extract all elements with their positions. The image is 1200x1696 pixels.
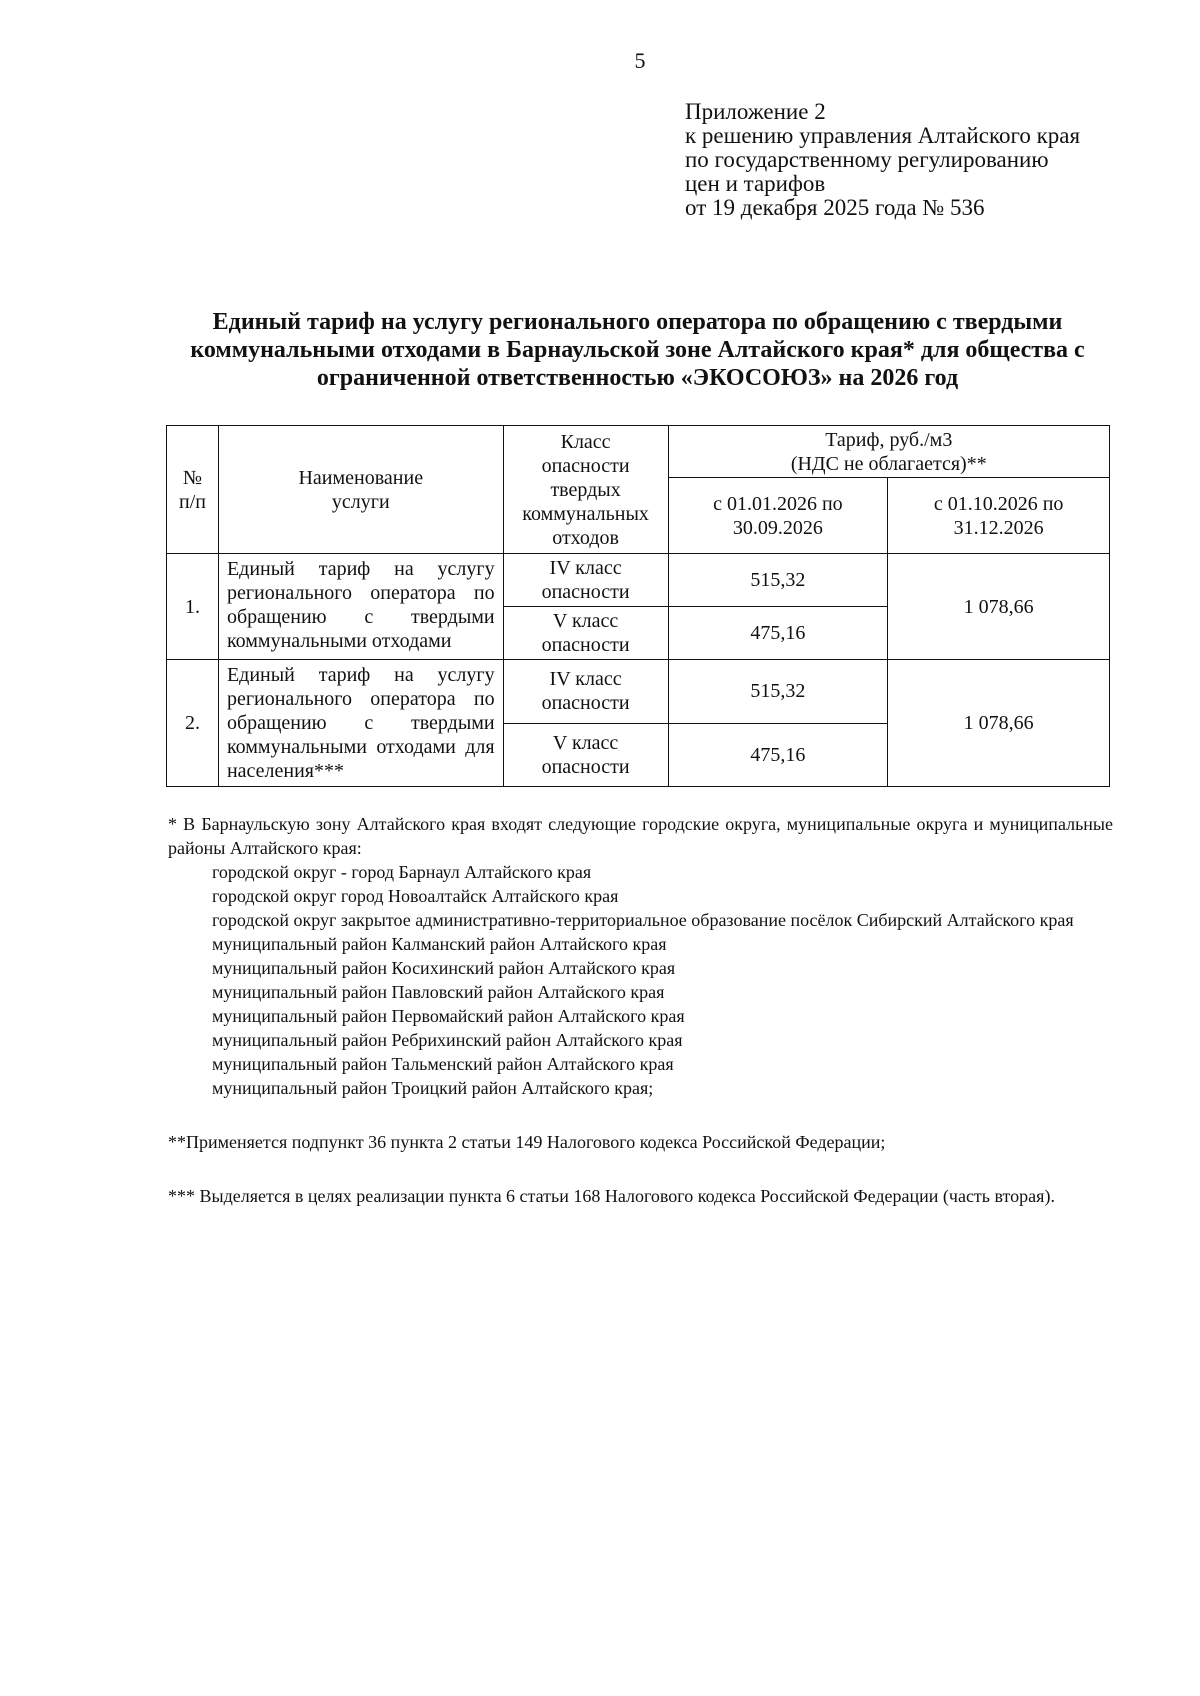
row-service: Единый тариф на услугу регионального оператора по обращению с твердыми коммунальными отходами: [218, 554, 503, 660]
footnotes: [168, 812, 1113, 1208]
district-item: городской округ - город Барнаул Алтайского края: [212, 862, 592, 882]
table-row: [167, 660, 1110, 724]
header-hazard-class: Класс опасности твердых коммунальных отходов: [503, 426, 668, 554]
appendix-line: от 19 декабря 2025 года № 536: [685, 195, 985, 220]
district-item: муниципальный район Калманский район Алтайского края: [212, 934, 667, 954]
footnote-vat: **Применяется подпункт 36 пункта 2 статьи 149 Налогового кодекса Российской Федерации;: [168, 1132, 886, 1152]
district-item: муниципальный район Троицкий район Алтайского края;: [212, 1078, 654, 1098]
row-class: IV класс опасности: [503, 660, 668, 724]
row-service: Единый тариф на услугу регионального оператора по обращению с твердыми коммунальными отходами для населения***: [218, 660, 503, 787]
tariff-table: [166, 425, 1110, 787]
row-price: 475,16: [668, 607, 888, 660]
footnote-population: *** Выделяется в целях реализации пункта 6 статьи 168 Налогового кодекса Российской Федерации (часть вторая).: [168, 1186, 1055, 1206]
district-item: муниципальный район Павловский район Алтайского края: [212, 982, 665, 1002]
page-number: 5: [634, 48, 646, 73]
row-price-period-2: 1 078,66: [888, 660, 1110, 787]
row-price: 475,16: [668, 723, 888, 787]
title-line: Единый тариф на услугу регионального оператора по обращению с твердыми: [212, 309, 1063, 335]
district-item: муниципальный район Первомайский район Алтайского края: [212, 1006, 685, 1026]
row-class: V класс опасности: [503, 723, 668, 787]
row-price: 515,32: [668, 554, 888, 607]
row-price: 515,32: [668, 660, 888, 724]
row-num: 1.: [167, 554, 219, 660]
table-row: [167, 554, 1110, 607]
header-num: № п/п: [167, 426, 219, 554]
appendix-line: к решению управления Алтайского края: [685, 123, 1081, 148]
row-num: 2.: [167, 660, 219, 787]
appendix-line: по государственному регулированию: [685, 147, 1049, 172]
appendix-line: Приложение 2: [685, 99, 826, 124]
row-class: IV класс опасности: [503, 554, 668, 607]
district-item: муниципальный район Тальменский район Алтайского края: [212, 1054, 674, 1074]
header-row: [167, 426, 1110, 478]
header-tariff: Тариф, руб./м3 (НДС не облагается)**: [668, 426, 1109, 478]
district-item: городской округ город Новоалтайск Алтайского края: [212, 886, 619, 906]
header-period-1: с 01.01.2026 по 30.09.2026: [668, 478, 888, 554]
title-line: ограниченной ответственностью «ЭКОСОЮЗ» на 2026 год: [316, 365, 959, 391]
appendix-line: цен и тарифов: [685, 171, 826, 196]
header-service-name: Наименование услуги: [218, 426, 503, 554]
header-period-2: с 01.10.2026 по 31.12.2026: [888, 478, 1110, 554]
footnote-zone-intro: * В Барнаульскую зону Алтайского края входят следующие городские округа, муниципальные округа и муниципальные районы Алтайского края:: [168, 814, 1113, 858]
row-price-period-2: 1 078,66: [888, 554, 1110, 660]
district-item: муниципальный район Косихинский район Алтайского края: [212, 958, 676, 978]
document-title: [150, 308, 1125, 392]
title-line: коммунальными отходами в Барнаульской зоне Алтайского края* для общества с: [190, 337, 1085, 363]
district-item: городской округ закрытое административно-территориальное образование посёлок Сибирский Алтайского края: [212, 910, 1074, 930]
row-class: V класс опасности: [503, 607, 668, 660]
district-item: муниципальный район Ребрихинский район Алтайского края: [212, 1030, 683, 1050]
appendix-block: [685, 100, 1080, 220]
